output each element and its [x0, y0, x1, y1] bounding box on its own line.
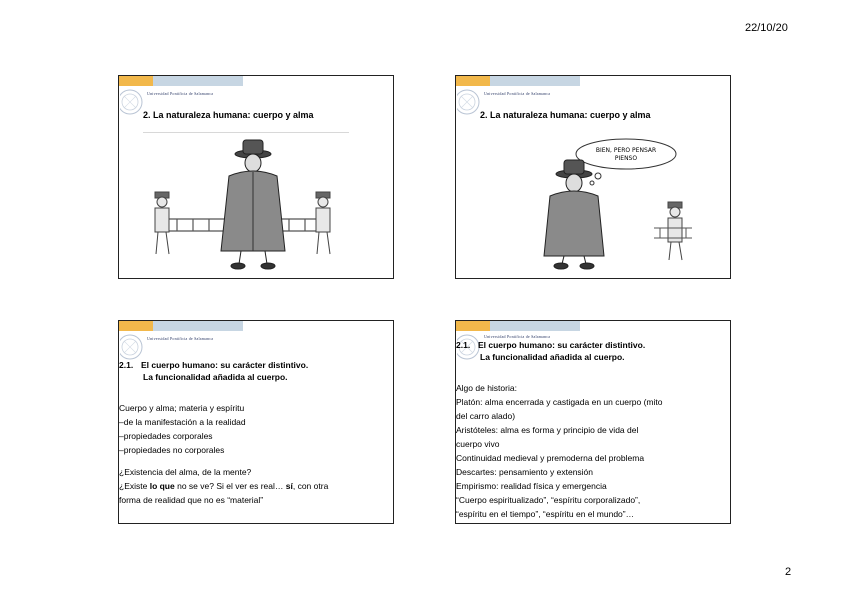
page-date: 22/10/20: [745, 22, 788, 34]
slide-title: 2. La naturaleza humana: cuerpo y alma: [143, 110, 314, 120]
body-line: Empirismo: realidad física y emergencia: [456, 481, 607, 491]
page-number: 2: [785, 566, 792, 578]
university-name: Universidad Pontificia de Salamanca: [147, 91, 214, 96]
carrier-with-ladder-icon: [654, 202, 692, 260]
heading-line-2: La funcionalidad añadida al cuerpo.: [480, 352, 625, 362]
section-heading: [119, 359, 308, 383]
question-line-2: ¿Existe lo que no se ve? Si el ver es real… sí, con otra: [119, 481, 329, 491]
bubble-text-line1: BIEN, PERO PENSAR: [595, 147, 657, 154]
body-line: Aristóteles: alma es forma y principio de vida del: [456, 425, 639, 435]
heading-line-1: El cuerpo humano: su carácter distintivo.: [478, 340, 646, 350]
body-line: cuerpo vivo: [456, 439, 500, 449]
man-in-coat-figure-icon: [221, 140, 285, 269]
question-line-1: ¿Existencia del alma, de la mente?: [119, 467, 252, 477]
slide-body: [456, 381, 662, 521]
bubble-text-line2: PIENSO: [614, 155, 638, 162]
body-line: Descartes: pensamiento y extensión: [456, 467, 594, 477]
left-carrier-figure-icon: [155, 192, 169, 254]
heading-line-2: La funcionalidad añadida al cuerpo.: [143, 372, 288, 382]
body-line: Platón: alma encerrada y castigada en un cuerpo (mito: [456, 397, 663, 407]
right-carrier-figure-icon: [316, 192, 330, 254]
header-bar-blue: [153, 76, 243, 86]
body-line: –propiedades no corporales: [119, 445, 225, 455]
header-bar-blue: [153, 321, 243, 331]
slide-4: [455, 320, 731, 524]
university-seal-icon: [120, 327, 146, 363]
slide-3: [118, 320, 394, 524]
body-line: “espíritu en el tiempo”, “espíritu en el mundo”…: [456, 509, 635, 519]
speech-bubble: [576, 139, 676, 185]
header-bar-blue: [490, 321, 580, 331]
body-line: Cuerpo y alma; materia y espíritu: [119, 403, 245, 413]
title-divider: [143, 132, 349, 133]
question-line-3: forma de realidad que no es “material”: [119, 495, 264, 505]
slide-title: 2. La naturaleza humana: cuerpo y alma: [480, 110, 651, 120]
slide-body: [119, 401, 328, 507]
body-line: –propiedades corporales: [119, 431, 213, 441]
heading-line-1: El cuerpo humano: su carácter distintivo.: [141, 360, 309, 370]
section-heading: [456, 339, 645, 363]
section-number: 2.1.: [119, 360, 134, 370]
body-line: Continuidad medieval y premoderna del problema: [456, 453, 645, 463]
slide-1: [118, 75, 394, 279]
body-line: “Cuerpo espiritualizado”, “espíritu corporalizado”,: [456, 495, 641, 505]
body-line: Algo de historia:: [456, 383, 517, 393]
slide-2: [455, 75, 731, 279]
header-bar-blue: [490, 76, 580, 86]
section-number: 2.1.: [456, 340, 471, 350]
body-line: –de la manifestación a la realidad: [119, 417, 246, 427]
cartoon-man-with-ladder-carriers: [149, 136, 359, 271]
university-name: Universidad Pontificia de Salamanca: [147, 336, 214, 341]
body-line: del carro alado): [456, 411, 516, 421]
university-name: Universidad Pontificia de Salamanca: [484, 334, 551, 339]
cartoon-man-thinking-with-carrier: [486, 136, 696, 271]
university-name: Universidad Pontificia de Salamanca: [484, 91, 551, 96]
